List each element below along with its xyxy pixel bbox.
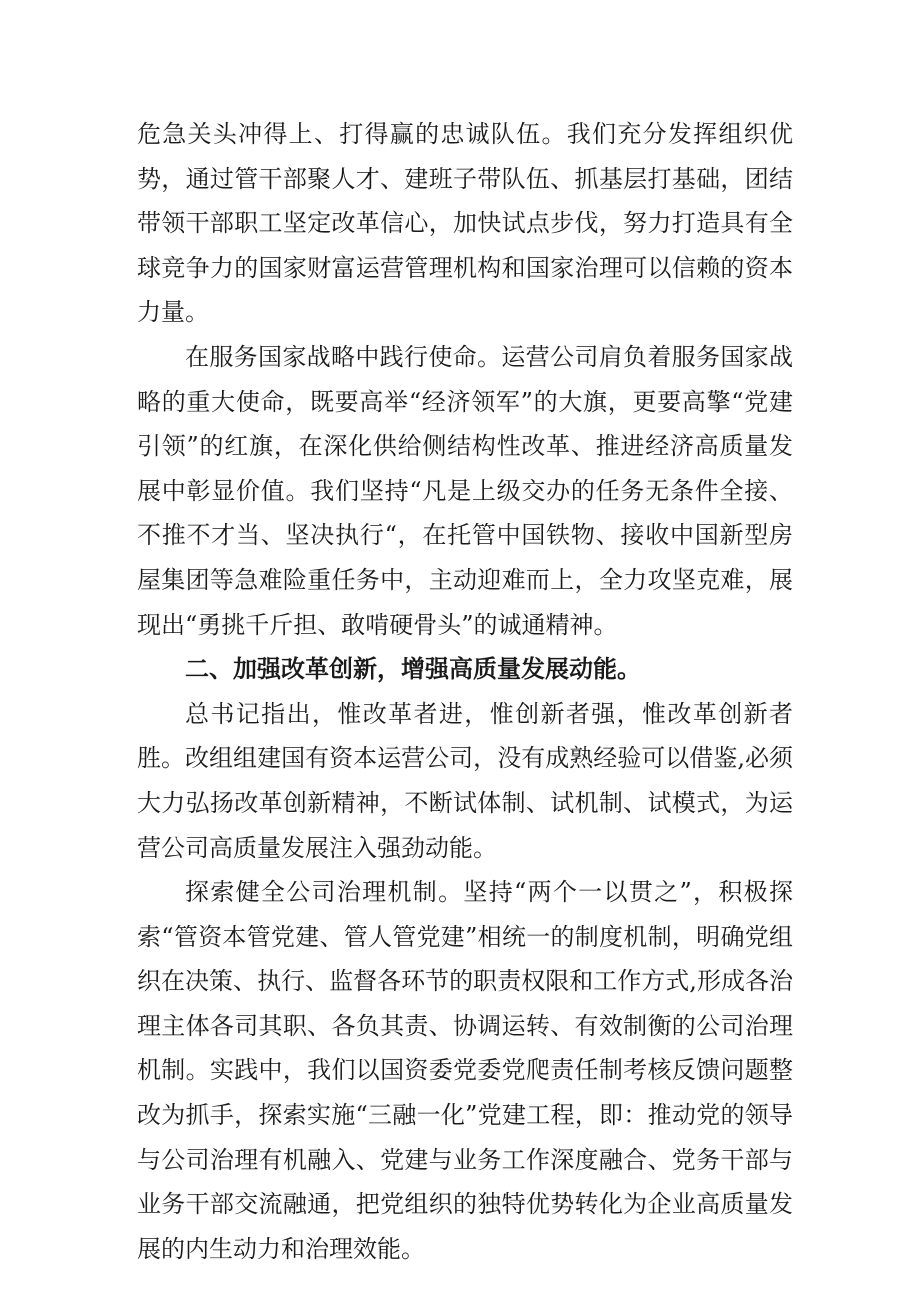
paragraph-corporate-governance: 探索健全公司治理机制。坚持“两个一以贯之”，积极探索“管资本管党建、管人管党建”相统一的制度机制，明确党组织在决策、执行、监督各环节的职责权限和工作方式,形成各治理主体各司其职、各负其责、协调运转、有效制衡的公司治理机制。实践中，我们以国资委党委党爬责任制考核反馈问题整改为抓手，探索实施“三融一化”党建工程，即：推动党的领导与公司治理有机融入、党建与业务工作深度融合、党务干部与业务干部交流融通，把党组织的独特优势转化为企业高质量发展的内生动力和治理效能。 [137, 878, 793, 1263]
section-heading-reform-innovation: 二、加强改革创新，增强高质量发展动能。 [185, 655, 641, 684]
paragraph-national-strategy: 在服务国家战略中践行使命。运营公司肩负着服务国家战略的重大使命，既要高举“经济领军”的大旗，更要高擎“党建引领”的红旗，在深化供给侧结构性改革、推进经济高质量发展中彰显价值。我们坚持“凡是上级交办的任务无条件全接、不推不才当、坚决执行“，在托管中国铁物、接收中国新型房屋集团等急难险重任务中，主动迎难而上，全力攻坚克难，展现出“勇挑千斤担、敢啃硬骨头”的诚通精神。 [137, 342, 793, 639]
paragraph-loyal-team: 危急关头冲得上、打得赢的忠诚队伍。我们充分发挥组织优势，通过管干部聚人才、建班子带队伍、抓基层打基础，团结带领干部职工坚定改革信心，加快试点步伐，努力打造具有全球竞争力的国家财富运营管理机构和国家治理可以信赖的资本力量。 [137, 120, 793, 327]
paragraph-reform-quote: 总书记指出，惟改革者进，惟创新者强，惟改革创新者胜。改组组建国有资本运营公司，没有成熟经验可以借鉴,必须大力弘扬改革创新精神，不断试体制、试机制、试模式，为运营公司高质量发展注入强劲动能。 [137, 699, 793, 862]
document-body [137, 112, 793, 1271]
